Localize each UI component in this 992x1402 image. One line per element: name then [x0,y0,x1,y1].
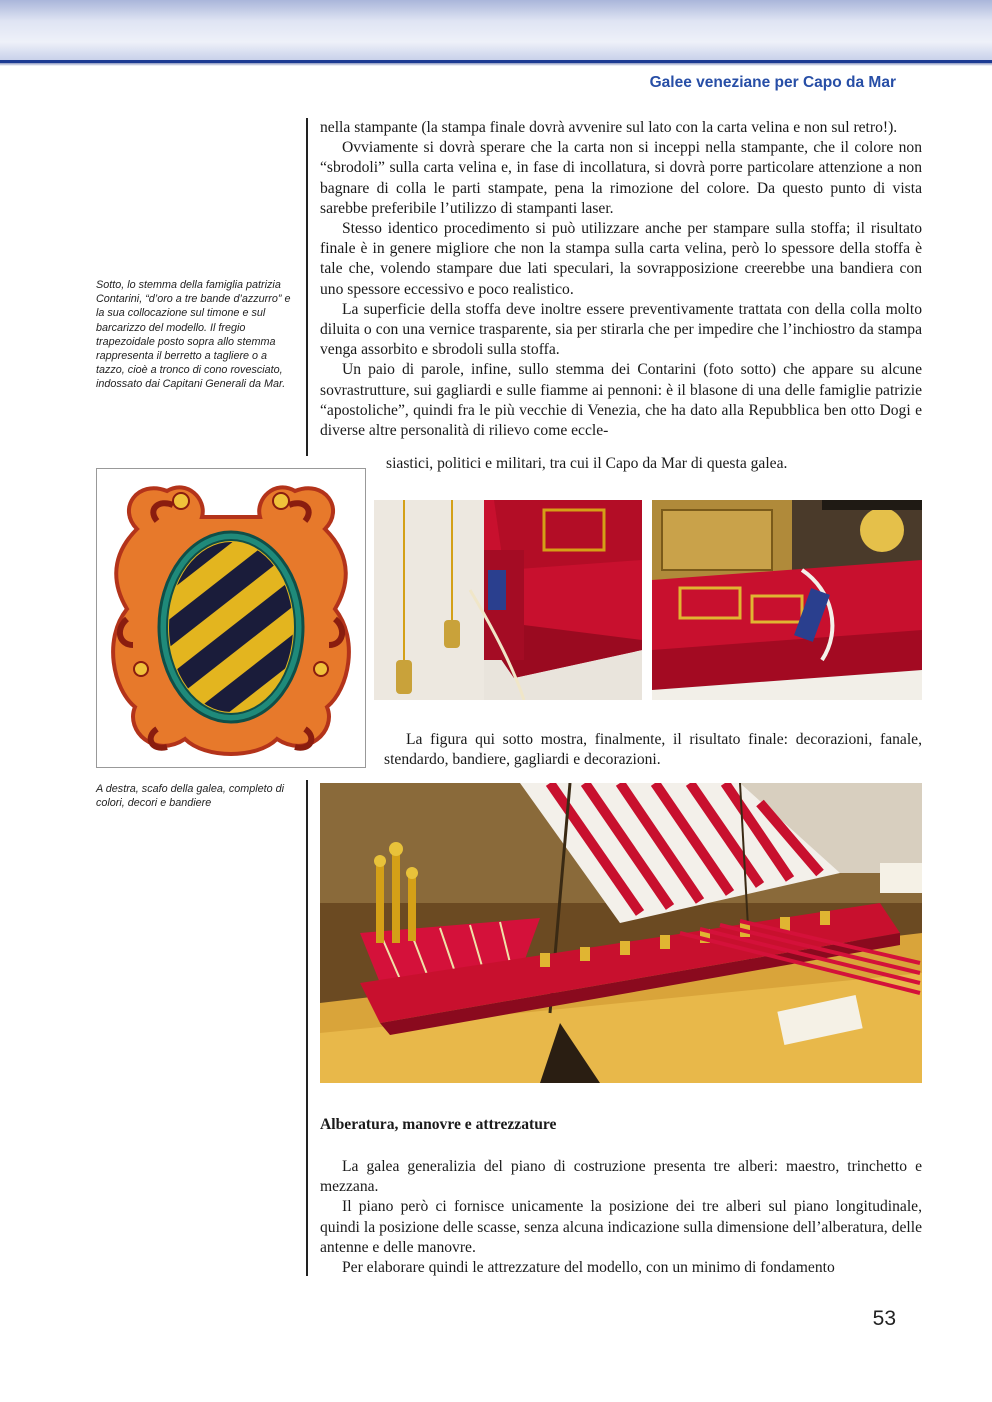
detail-photo-stern [652,500,922,700]
header-band-shadow [0,63,992,66]
tassel-detail-drawing [374,500,642,700]
page-number: 53 [872,1307,896,1330]
paragraph: Stesso identico procedimento si può utilizzare anche per stampare sulla stoffa; il risultato finale è in genere migliore che non la stampa sulla carta velina, però lo spessore della stoffa è tale che, volendo stampare due lati speculari, la sovrapposizione creerebbe una bandiera con uno spessore eccessivo e poco realistico. [320,220,922,298]
galley-model-photo [320,783,922,1083]
coat-of-arms-drawing [97,469,365,767]
paragraph: Per elaborare quindi le attrezzature del modello, con un minimo di fondamento [342,1259,835,1277]
paragraph: La galea generalizia del piano di costruzione presenta tre alberi: maestro, trinchetto e mezzana. [320,1158,922,1196]
section-heading: Alberatura, manovre e attrezzature [320,1116,557,1133]
stern-detail-drawing [652,500,922,700]
coat-of-arms-image [96,468,366,768]
detail-photo-tassel [374,500,642,700]
paragraph: Un paio di parole, infine, sullo stemma dei Contarini (foto sotto) che appare su alcune sovrastrutture, sui gagliardi e sulle fiamme ai pennoni: è il blasone di una delle famiglie patrizie “apostoliche”, quindi fra le più vecchie di Venezia, che ha dato alla Repubblica ben otto Dogi e diverse altre personalità di rilievo come eccle- [320,361,922,440]
caption-hull: A destra, scafo della galea, completo di colori, decori e bandiere [96,783,285,810]
caption-coat-of-arms: Sotto, lo stemma della famiglia patrizia Contarini, “d’oro a tre bande d’azzurro” e la sua collocazione sul timone e sul barcarizzo del modello. Il fregio trapezoidale posto sopra allo stemma rappresenta il berretto a tagliere o a tazzo, cioè a tronco di cono rovesciato, indossato dai Capitani Generali da Mar. [96,279,291,391]
paragraph: Il piano però ci fornisce unicamente la posizione dei tre alberi sul piano longitudinale, quindi la posizione delle scasse, senza alcuna indicazione sulla dimensione dell’alberatura, delle antenne e delle manovre. [320,1198,922,1256]
paragraph: La superficie della stoffa deve inoltre essere preventivamente trattata con della colla molto diluita o con una vernice trasparente, sia per stirarla che per impedire che l’inchiostro da stampa venga assorbito e sbrodoli sulla stoffa. [320,300,922,359]
paragraph-last-line: siastici, politici e militari, tra cui il Capo da Mar di questa galea. [386,455,788,472]
running-title: Galee veneziane per Capo da Mar [649,74,896,91]
galley-model-drawing [320,783,922,1083]
paragraph: nella stampante (la stampa finale dovrà avvenire sul lato con la carta velina e non sul retro!). [320,119,898,136]
header-band [0,0,992,63]
column-rule-top [306,118,308,456]
body-text-mid [384,730,922,770]
column-rule-bottom [306,780,308,1276]
body-text-bottom [320,1157,922,1278]
body-text-top [320,118,922,441]
paragraph: La figura qui sotto mostra, finalmente, il risultato finale: decorazioni, fanale, stendardo, bandiere, gagliardi e decorazioni. [384,731,922,769]
paragraph: Ovviamente si dovrà sperare che la carta non si inceppi nella stampante, che il colore non “sbrodoli” sulla carta velina e, in fase di incollatura, si dovrà porre particolare attenzione a non bagnare di colla le parti stampate, pena la rimozione del colore. Da questo punto di vista sarebbe preferibile l’utilizzo di stampanti laser. [320,139,922,217]
